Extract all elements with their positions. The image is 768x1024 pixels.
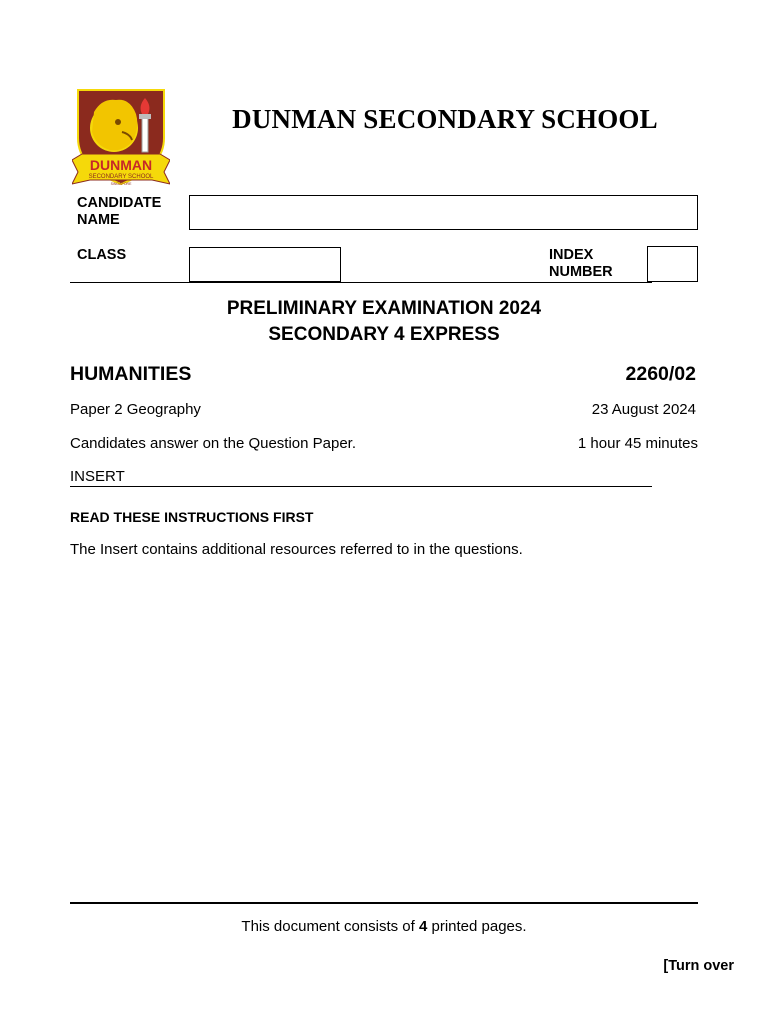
insert-label: INSERT	[70, 468, 125, 485]
subject-name: HUMANITIES	[70, 363, 192, 385]
logo-text-sub: SECONDARY SCHOOL	[88, 174, 154, 180]
logo-text-country: SINGAPORE	[110, 182, 132, 186]
insert-divider	[70, 486, 652, 487]
candidate-name-label-line2: NAME	[77, 212, 120, 228]
index-number-field[interactable]	[647, 246, 698, 282]
index-label-line1: INDEX	[549, 247, 594, 263]
school-crest-icon	[72, 88, 170, 190]
candidate-name-label	[77, 195, 161, 229]
instructions-body: The Insert contains additional resources referred to in the questions.	[70, 541, 523, 558]
footer-divider	[70, 902, 698, 904]
paper-code: 2260/02	[625, 363, 696, 385]
exam-level: SECONDARY 4 EXPRESS	[268, 324, 500, 345]
index-number-label	[549, 247, 613, 281]
exam-title: PRELIMINARY EXAMINATION 2024	[226, 298, 542, 319]
school-name: DUNMAN SECONDARY SCHOOL	[232, 104, 658, 134]
page-count-number: 4	[418, 918, 428, 935]
paper-title: Paper 2 Geography	[70, 401, 201, 418]
school-logo	[72, 88, 170, 190]
page-count-suffix: printed pages.	[427, 918, 527, 935]
class-field[interactable]	[189, 247, 341, 282]
page-count-prefix: This document consists of	[241, 918, 419, 935]
page-count-note	[0, 918, 768, 935]
exam-duration: 1 hour 45 minutes	[577, 435, 698, 452]
exam-date: 23 August 2024	[591, 401, 696, 418]
index-label-line2: NUMBER	[549, 264, 613, 280]
logo-text-main: DUNMAN	[89, 157, 153, 173]
answer-note: Candidates answer on the Question Paper.	[70, 435, 357, 452]
candidate-name-label-line1: CANDIDATE	[77, 195, 162, 211]
turn-over-note: [Turn over	[663, 958, 734, 974]
header-divider	[70, 282, 652, 283]
instructions-heading: READ THESE INSTRUCTIONS FIRST	[70, 509, 314, 525]
class-label: CLASS	[77, 247, 127, 263]
candidate-name-field[interactable]	[189, 195, 698, 230]
